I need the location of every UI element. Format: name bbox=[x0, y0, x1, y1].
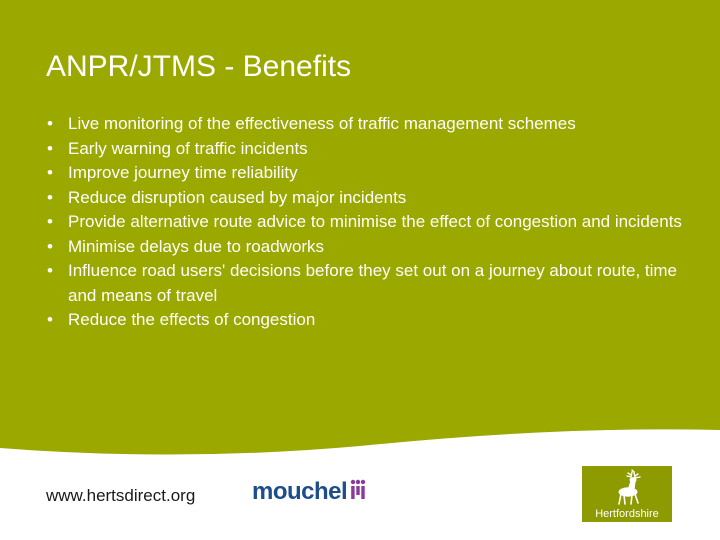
bullet-item bbox=[46, 137, 686, 162]
bullet-text: Improve journey time reliability bbox=[68, 163, 298, 182]
bullet-icon: • bbox=[47, 138, 53, 158]
hertfordshire-logo-text: Hertfordshire bbox=[595, 508, 659, 520]
bullet-icon: • bbox=[47, 114, 53, 133]
bullet-item bbox=[46, 210, 686, 235]
bullet-text: Minimise delays due to roadworks bbox=[68, 236, 325, 256]
bullet-item bbox=[46, 235, 686, 260]
footer-url[interactable]: www.hertsdirect.org bbox=[46, 486, 196, 505]
slide-title: ANPR/JTMS - Benefits bbox=[46, 50, 352, 83]
bullet-text: Reduce the effects of congestion bbox=[68, 310, 316, 329]
bullet-item bbox=[46, 186, 686, 211]
bullet-icon: • bbox=[47, 261, 53, 280]
bullet-item bbox=[46, 112, 686, 137]
bullet-icon: • bbox=[47, 310, 53, 329]
mouchel-mark-icon bbox=[350, 479, 366, 501]
bullet-icon: • bbox=[47, 236, 53, 256]
bullet-item bbox=[46, 259, 686, 308]
mouchel-logo-text: mouchel bbox=[252, 478, 348, 505]
bullet-list bbox=[46, 112, 686, 333]
bullet-icon: • bbox=[47, 187, 53, 207]
bullet-item bbox=[46, 161, 686, 186]
bullet-text: Reduce disruption caused by major incidents bbox=[68, 187, 407, 207]
bullet-text: Early warning of traffic incidents bbox=[68, 138, 308, 158]
bullet-text: Influence road users' decisions before they set out on a journey about route, time and means of travel bbox=[68, 261, 678, 305]
bullet-item bbox=[46, 308, 686, 333]
mouchel-logo bbox=[252, 478, 366, 506]
bullet-text: Provide alternative route advice to minimise the effect of congestion and incidents bbox=[68, 212, 682, 231]
stag-icon bbox=[604, 468, 652, 508]
hertfordshire-logo bbox=[581, 465, 673, 523]
bullet-text: Live monitoring of the effectiveness of traffic management schemes bbox=[68, 114, 576, 133]
bullet-icon: • bbox=[47, 212, 53, 231]
bullet-icon: • bbox=[47, 163, 53, 182]
